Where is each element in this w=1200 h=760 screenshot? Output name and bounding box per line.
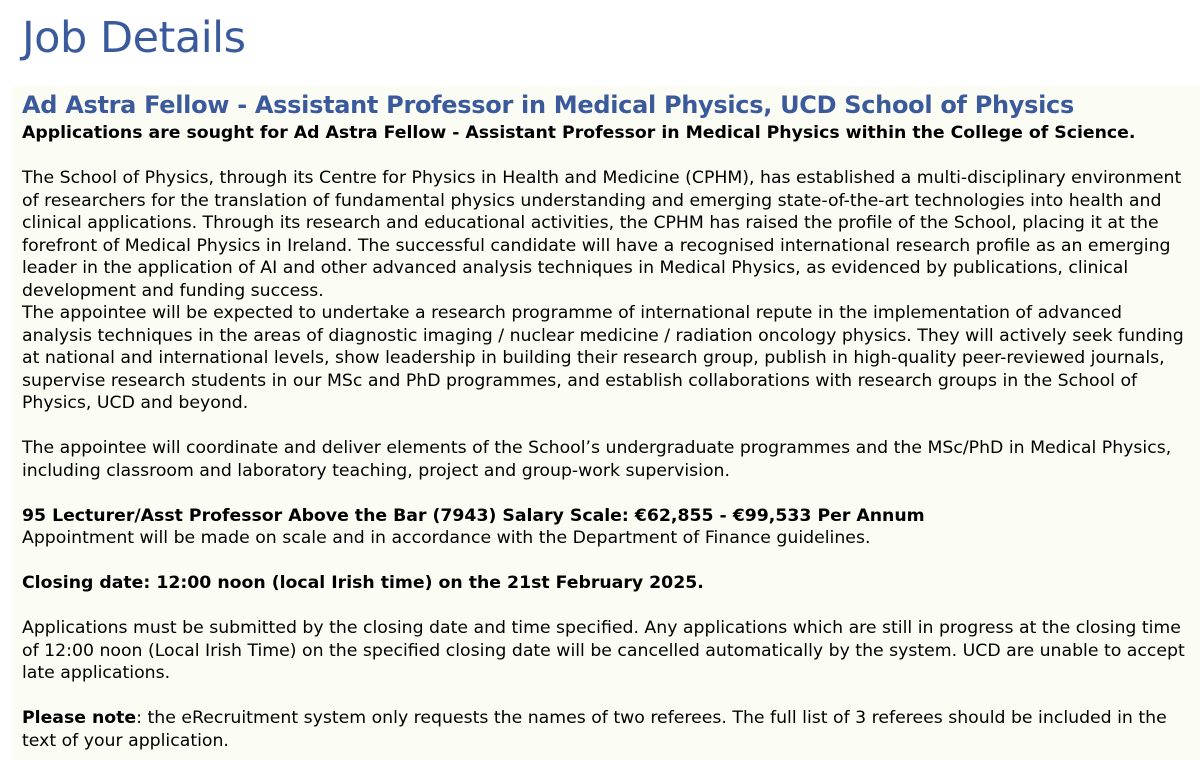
closing-date: Closing date: 12:00 noon (local Irish time) on the 21st February 2025. (22, 573, 704, 593)
page-title: Job Details (22, 13, 246, 63)
research-paragraph: The appointee will be expected to undertake a research programme of international repute in the implementation of advanced analysis techniques in the areas of diagnostic imaging / nuclear medicine / radiation oncology physics. They will actively seek funding at national and international levels, show leadership in building their research group, publish in high-quality peer-reviewed journals, supervise research students in our MSc and PhD programmes, and establish collaborations with research groups in the School of Physics, UCD and beyond. (22, 303, 1184, 413)
appointment-note: Appointment will be made on scale and in accordance with the Department of Finance guidelines. (22, 528, 871, 548)
job-description (22, 122, 1186, 752)
intro-statement: Applications are sought for Ad Astra Fellow - Assistant Professor in Medical Physics within the College of Science. (22, 123, 1136, 143)
salary-scale: 95 Lecturer/Asst Professor Above the Bar (7943) Salary Scale: €62,855 - €99,533 Per Annum (22, 505, 925, 526)
please-note-text: : the eRecruitment system only requests the names of two referees. The full list of 3 referees should be included in the text of your application. (22, 708, 1167, 751)
job-title: Ad Astra Fellow - Assistant Professor in Medical Physics, UCD School of Physics (22, 91, 1074, 119)
teaching-paragraph: The appointee will coordinate and deliver elements of the School’s undergraduate programmes and the MSc/PhD in Medical Physics, including classroom and laboratory teaching, project and group-work supervision. (22, 438, 1172, 481)
cphm-paragraph: The School of Physics, through its Centre for Physics in Health and Medicine (CPHM), has established a multi-disciplinary environment of researchers for the translation of fundamental physics understanding and emerging state-of-the-art technologies into health and clinical applications. Through its research and educational activities, the CPHM has raised the profile of the School, placing it at the forefront of Medical Physics in Ireland. The successful candidate will have a recognised international research profile as an emerging leader in the application of AI and other advanced analysis techniques in Medical Physics, as evidenced by publications, clinical development and funding success. (22, 168, 1182, 301)
applications-note: Applications must be submitted by the closing date and time specified. Any applications which are still in progress at the closing time of 12:00 noon (Local Irish Time) on the specified closing date will be cancelled automatically by the system. UCD are unable to accept late applications. (22, 618, 1185, 683)
please-note (22, 707, 1186, 752)
please-note-label: Please note (22, 708, 137, 728)
job-description-panel (12, 86, 1200, 760)
